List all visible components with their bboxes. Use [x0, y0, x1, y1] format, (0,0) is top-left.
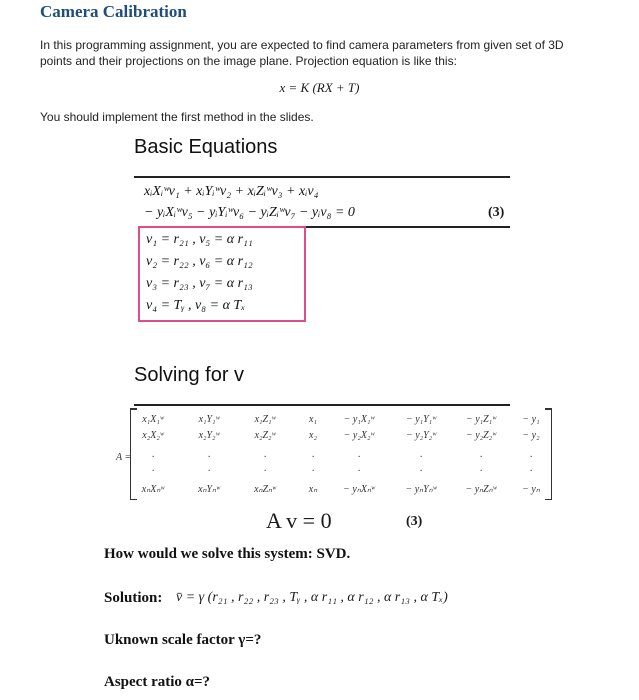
matrix-cell: ·	[311, 466, 315, 477]
matrix-cell: xₙXₙʷ	[141, 484, 165, 495]
matrix-cell: ·	[419, 466, 423, 477]
matrix-cell: − y₂X₂ʷ	[343, 430, 375, 441]
matrix-cell: ·	[529, 452, 533, 463]
matrix-cell: − yₙZₙʷ	[465, 484, 497, 495]
matrix-cell: ·	[357, 452, 361, 463]
intro-line-2: points and their projections on the image plane. Projection equation is like this:	[40, 54, 457, 68]
matrix-cell: x₁	[309, 414, 317, 425]
right-bracket-top	[545, 408, 551, 410]
matrix-cell: x₁Z₁ʷ	[254, 414, 276, 425]
solution-expression: v̄ = γ (r₂₁ , r₂₂ , r₂₃ , Tᵧ , α r₁₁ , α r₁₂ , α r₁₃ , α Tₓ)	[176, 590, 448, 605]
matrix-cell: ·	[311, 452, 315, 463]
basic-equation-line-2: − yᵢXᵢʷv₅ − yᵢYᵢʷv₆ − yᵢZᵢʷv₇ − yᵢv₈ = 0	[144, 205, 355, 220]
matrix-cell: − y₁	[522, 414, 540, 425]
matrix-cell: − yₙ	[522, 484, 540, 495]
matrix-cell: ·	[357, 466, 361, 477]
solving-top-rule	[134, 404, 510, 406]
matrix-cell: − yₙXₙʷ	[343, 484, 375, 495]
av-equation-number: (3)	[406, 514, 423, 529]
matrix-cell: ·	[529, 466, 533, 477]
matrix-cell: ·	[263, 466, 267, 477]
matrix-cell: x₂Z₂ʷ	[254, 430, 276, 441]
matrix-cell: x₂X₂ʷ	[142, 430, 164, 441]
basic-equation-line-1: xᵢXᵢʷv₁ + xᵢYᵢʷv₂ + xᵢZᵢʷv₃ + xᵢv₄	[144, 184, 319, 199]
matrix-cell: x₁Y₁ʷ	[198, 414, 220, 425]
projection-equation: x = K (RX + T)	[279, 80, 360, 95]
matrix-cell: − y₂	[522, 430, 540, 441]
basic-top-rule	[134, 176, 510, 178]
matrix-label: A =	[116, 452, 132, 463]
matrix-cell: ·	[479, 452, 483, 463]
left-bracket-top	[131, 408, 137, 410]
matrix-cell: ·	[207, 466, 211, 477]
matrix-cell: ·	[263, 452, 267, 463]
matrix-cell: ·	[207, 452, 211, 463]
matrix-cell: ·	[419, 452, 423, 463]
definition-row-2: v₂ = r₂₂ , v₆ = α r₁₂	[146, 254, 253, 269]
definition-row-4: v₄ = Tᵧ , v₈ = α Tₓ	[146, 298, 246, 313]
matrix-cell: − y₁Y₁ʷ	[405, 414, 437, 425]
matrix-cell: ·	[479, 466, 483, 477]
matrix-cell: − y₁Z₁ʷ	[465, 414, 497, 425]
solving-heading: Solving for v	[134, 364, 245, 386]
basic-equation-number: (3)	[488, 205, 505, 220]
av-equation: A v = 0	[266, 508, 332, 533]
solve-question: How would we solve this system: SVD.	[104, 546, 351, 562]
basic-equations-heading: Basic Equations	[134, 136, 278, 158]
solution-label: Solution:	[104, 590, 163, 606]
definition-row-1: v₁ = r₂₁ , v₅ = α r₁₁	[146, 232, 253, 247]
left-bracket-bottom	[131, 499, 137, 501]
matrix-cell: xₙYₙʷ	[198, 484, 220, 495]
matrix-cell: x₂	[309, 430, 317, 441]
definition-row-3: v₃ = r₂₃ , v₇ = α r₁₃	[146, 276, 253, 291]
intro-line-1: In this programming assignment, you are expected to find camera parameters from given set of 3D	[40, 38, 564, 52]
matrix-cell: xₙ	[308, 484, 318, 495]
matrix-cell: ·	[151, 452, 155, 463]
coefficient-matrix	[130, 408, 552, 500]
matrix-cell: x₂Y₂ʷ	[198, 430, 220, 441]
matrix-cell: − y₂Z₂ʷ	[465, 430, 497, 441]
page-title: Camera Calibration	[40, 2, 187, 21]
matrix-cell: ·	[151, 466, 155, 477]
matrix-cell: xₙZₙʷ	[254, 484, 276, 495]
basic-mid-rule	[306, 226, 510, 228]
matrix-cell: x₁X₁ʷ	[142, 414, 164, 425]
matrix-cell: − yₙYₙʷ	[405, 484, 437, 495]
scale-factor-question: Uknown scale factor γ=?	[104, 632, 262, 648]
right-bracket-bottom	[545, 499, 551, 501]
matrix-cell: − y₂Y₂ʷ	[405, 430, 437, 441]
instruction-text: You should implement the first method in the slides.	[40, 110, 314, 124]
matrix-cell: − y₁X₁ʷ	[343, 414, 375, 425]
aspect-ratio-question: Aspect ratio α=?	[104, 674, 211, 690]
